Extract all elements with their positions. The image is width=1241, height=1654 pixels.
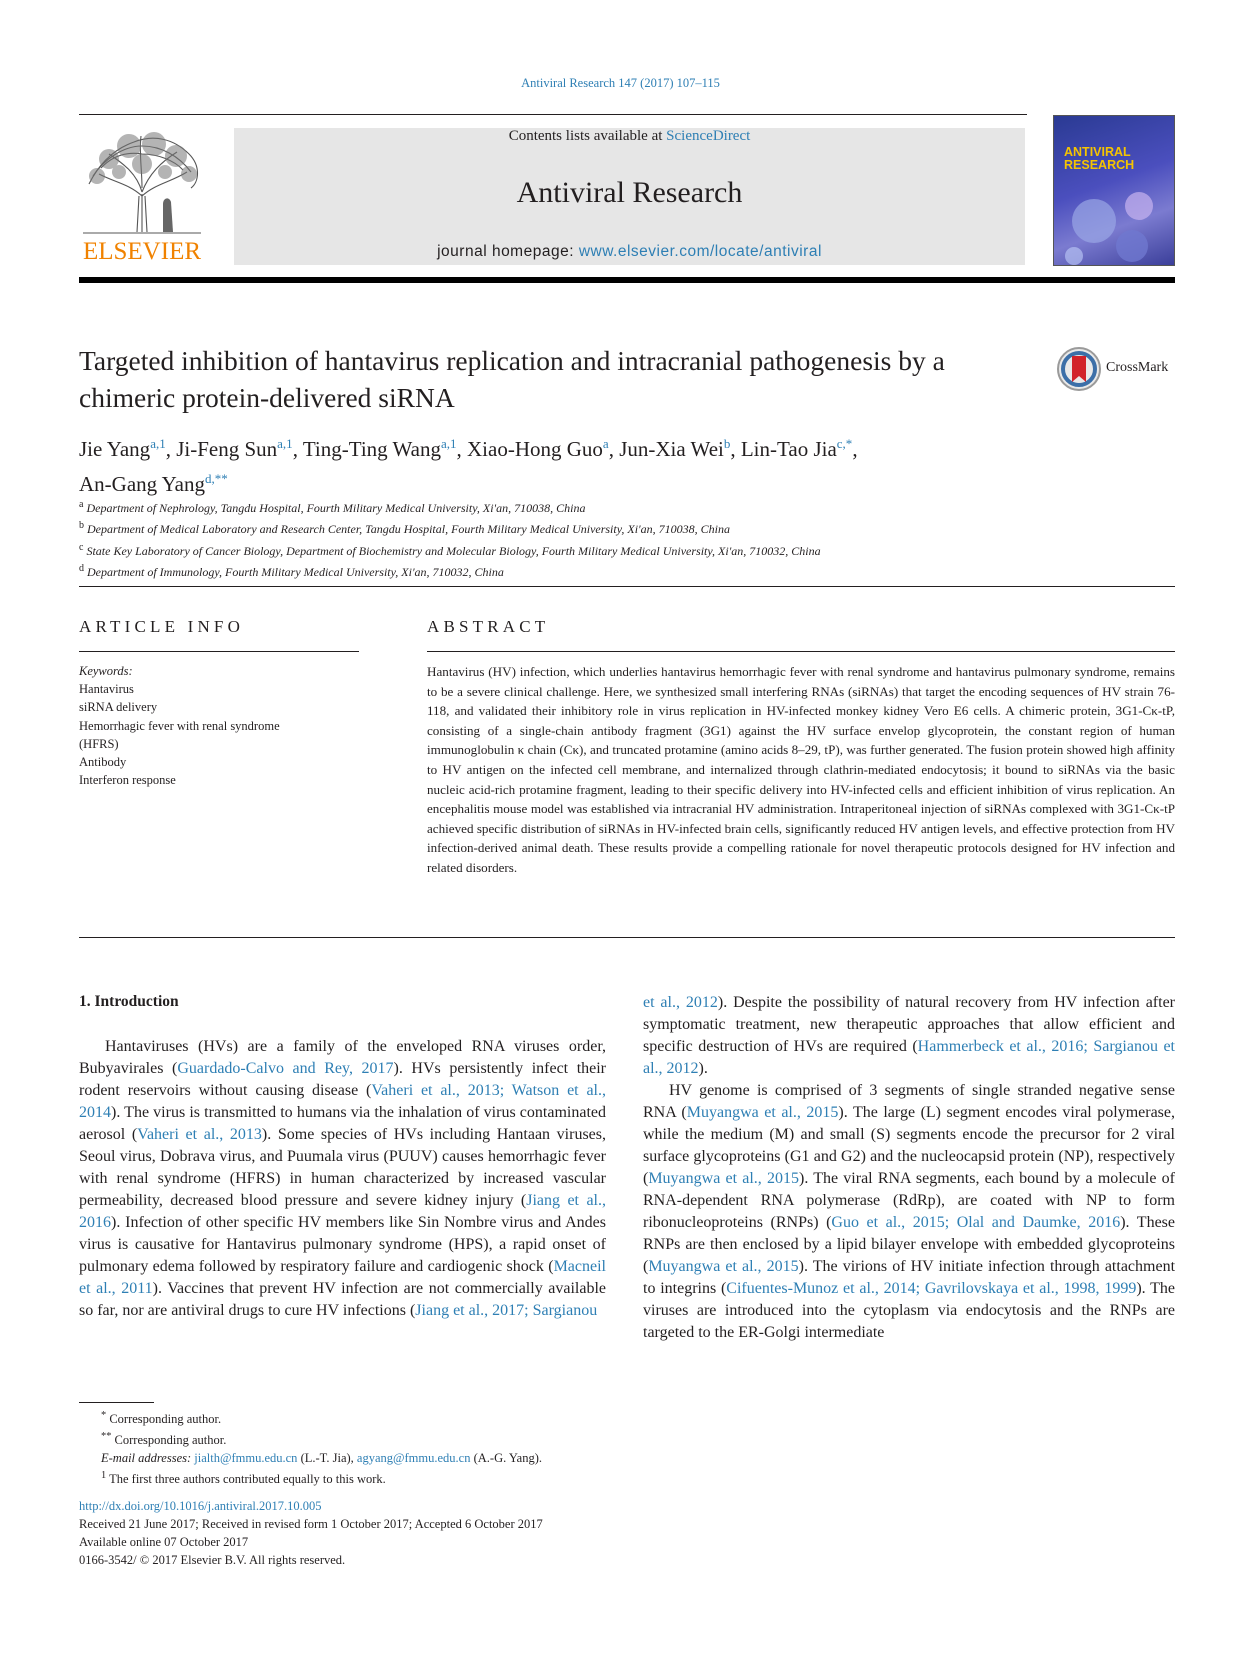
article-history: Received 21 June 2017; Received in revised form 1 October 2017; Accepted 6 October 2017 (79, 1517, 543, 1531)
body-text: ). (698, 1060, 708, 1077)
keyword-item[interactable]: Interferon response (79, 773, 176, 788)
author-name[interactable]: Jie Yang (79, 437, 151, 461)
body-text: ). These RNPs are then enclosed by a lipid bilayer envelope with embedded glycoproteins ( (643, 1214, 1175, 1275)
body-column-right (643, 992, 1175, 1344)
citation-link[interactable]: Jiang et al., 2017; Sargianou (415, 1302, 598, 1319)
keyword-item[interactable]: siRNA delivery (79, 700, 158, 715)
author-name[interactable]: Ting-Ting Wang (302, 437, 441, 461)
body-text: ). Vaccines that prevent HV infection are not commercially available so far, nor are antiviral drugs to cure HV infections ( (79, 1280, 607, 1319)
body-paragraph (643, 1080, 1175, 1344)
citation-link[interactable]: Vaheri et al., 2013 (137, 1126, 262, 1143)
abstract-heading: ABSTRACT (427, 617, 550, 636)
keyword-item[interactable]: (HFRS) (79, 736, 119, 751)
footnote-mark: * (101, 1410, 107, 1421)
footnote-equal-contribution (79, 1467, 779, 1488)
footnote-mark: ** (101, 1431, 112, 1443)
author-name[interactable]: Lin-Tao Jia (740, 437, 837, 461)
contents-prefix: Contents lists available at (508, 128, 667, 144)
header-rule (79, 114, 1027, 115)
body-text: ). The viruses are introduced into the cytoplasm via endocytosis and the RNPs are targeted to the ER-Golgi intermediate (643, 1280, 1176, 1341)
citation-link[interactable]: et al., 2012 (643, 994, 718, 1011)
footnote-text: Corresponding author. (109, 1412, 222, 1427)
author-affiliation-sup[interactable]: b (723, 436, 731, 451)
affiliation-text: State Key Laboratory of Cancer Biology, Department of Biochemistry and Molecular Biology, Fourth Military Medical University, Xi'an, 710032, China (83, 543, 821, 558)
homepage-line (234, 243, 1025, 261)
contents-line (234, 128, 1025, 145)
author-affiliation-sup[interactable]: a,1 (440, 436, 457, 451)
copyright: 0166-3542/ © 2017 Elsevier B.V. All rights reserved. (79, 1553, 346, 1567)
affiliation-key: a (79, 499, 84, 510)
crossmark-label: CrossMark (1106, 360, 1169, 375)
author-affiliation-sup[interactable]: a (602, 436, 609, 451)
keyword-item[interactable]: Hemorrhagic fever with renal syndrome (79, 718, 280, 733)
crossmark-icon (1056, 346, 1102, 392)
author-affiliation-sup[interactable]: a,1 (277, 436, 293, 451)
cover-title (1064, 146, 1134, 172)
body-text: Hantaviruses (HVs) are a family of the enveloped RNA viruses order, Bubyavirales ( (79, 1038, 606, 1077)
body-column-left (79, 1036, 606, 1322)
publication-info (79, 1497, 779, 1569)
tree-icon (79, 124, 205, 236)
virus-illustration-icon (1054, 176, 1174, 266)
cover-title-line: ANTIVIRAL (1064, 145, 1131, 159)
homepage-prefix: journal homepage: (437, 243, 579, 260)
keywords-label: Keywords: (79, 664, 133, 678)
author-name[interactable]: Xiao-Hong Guo (467, 437, 603, 461)
citation-link[interactable]: Vaheri et al., 2013; Watson et al., 2014 (79, 1082, 606, 1121)
body-text: ). Some species of HVs including Hantaan viruses, Seoul virus, Dobrava virus, and Puumala virus (PUUV) causes hemorrhagic fever with renal syndrome (HFRS) in human characterized by increased vascular permeability, decreased blood pressure and severe kidney injury ( (79, 1126, 607, 1209)
email-link-yang[interactable]: agyang@fmmu.edu.cn (356, 1451, 471, 1466)
running-header[interactable]: Antiviral Research 147 (2017) 107–115 (521, 76, 720, 90)
keywords-block (79, 662, 359, 789)
body-text: ). The viral RNA segments, each bound by a molecule of RNA-dependent RNA polymerase (RdRp), are coated with NP to form ribonucleoproteins (RNPs) ( (643, 1170, 1176, 1231)
author-separator: , (852, 437, 858, 461)
author-name[interactable]: Jun-Xia Wei (619, 437, 724, 461)
citation-link[interactable]: Muyangwa et al., 2015 (648, 1258, 799, 1275)
journal-name: Antiviral Research (516, 176, 743, 209)
author-name[interactable]: Ji-Feng Sun (176, 437, 278, 461)
abstract-bottom-rule (79, 937, 1175, 938)
body-paragraph (79, 1036, 606, 1322)
body-text: ). The large (L) segment encodes viral polymerase, while the medium (M) and small (S) segments encode the precursor for 2 viral surface glycoproteins (G1 and G2) and the nucleocapsid protein (NP), respectively ( (643, 1104, 1176, 1187)
footnote-corresponding-2 (79, 1428, 779, 1449)
masthead-rule (79, 277, 1175, 283)
body-text: ). The virions of HV initiate infection through attachment to integrins ( (643, 1258, 1176, 1297)
author-separator: , (292, 437, 303, 461)
affiliation-item (79, 496, 1079, 517)
author-separator: , (608, 437, 620, 461)
cover-title-line: RESEARCH (1064, 158, 1135, 172)
footnote-mark: 1 (101, 1470, 107, 1482)
footnote-text: The first three authors contributed equally to this work. (109, 1472, 386, 1487)
homepage-link[interactable]: www.elsevier.com/locate/antiviral (578, 243, 822, 260)
body-text: HV genome is comprised of 3 segments of single stranded negative sense RNA ( (643, 1082, 1175, 1121)
author-list (79, 429, 1039, 499)
body-text: ). Infection of other specific HV members like Sin Nombre virus and Andes virus is causative for Hantavirus pulmonary syndrome (HPS), a rapid onset of pulmonary edema followed by respiratory failure and cardiogenic shock ( (79, 1214, 606, 1275)
affiliation-text: Department of Nephrology, Tangdu Hospital, Fourth Military Medical University, Xi'an, 710038, China (83, 501, 586, 515)
body-paragraph (643, 992, 1175, 1080)
affiliation-item (79, 517, 1079, 538)
author-affiliation-sup[interactable]: a,1 (150, 436, 166, 451)
citation-link[interactable]: Macneil et al., 2011 (79, 1258, 606, 1297)
journal-cover-image[interactable] (1053, 115, 1175, 266)
affiliation-item (79, 539, 1079, 560)
author-name[interactable]: An-Gang Yang (79, 472, 205, 496)
affiliation-key: c (79, 541, 84, 553)
citation-link[interactable]: Muyangwa et al., 2015 (648, 1170, 799, 1187)
email-owner: (L.-T. Jia), (297, 1451, 357, 1466)
body-text: ). HVs persistently infect their rodent reservoirs without causing disease ( (79, 1060, 607, 1099)
crossmark-badge[interactable] (1056, 346, 1178, 396)
citation-link[interactable]: Guardado-Calvo and Rey, 2017 (177, 1060, 394, 1077)
citation-link[interactable]: Hammerbeck et al., 2016; Sargianou et al., 2012 (643, 1038, 1175, 1077)
email-label: E-mail addresses: (101, 1451, 192, 1466)
introduction-heading: 1. Introduction (79, 993, 179, 1010)
author-separator: , (456, 437, 468, 461)
journal-banner (234, 128, 1025, 265)
affiliation-key: d (79, 562, 84, 574)
citation-link[interactable]: Muyangwa et al., 2015 (686, 1104, 839, 1121)
email-link-jia[interactable]: jialth@fmmu.edu.cn (194, 1451, 298, 1466)
section-rule (79, 586, 1175, 587)
available-online: Available online 07 October 2017 (79, 1535, 249, 1549)
body-text: ). The virus is transmitted to humans via the inhalation of virus contaminated aerosol ( (79, 1104, 606, 1143)
author-separator: , (730, 437, 741, 461)
keyword-item[interactable]: Hantavirus (79, 682, 134, 697)
footnote-text: Corresponding author. (114, 1433, 227, 1448)
footnote-corresponding-1 (79, 1407, 779, 1428)
email-owner: (A.-G. Yang). (470, 1451, 542, 1466)
article-title: Targeted inhibition of hantavirus replication and intracranial pathogenesis by a chimeric protein-delivered siRNA (79, 345, 945, 413)
elsevier-logo[interactable] (79, 124, 205, 266)
elsevier-wordmark: ELSEVIER (82, 238, 202, 265)
abstract-rule (427, 651, 1175, 652)
citation-link[interactable]: Guo et al., 2015; Olal and Daumke, 2016 (831, 1214, 1121, 1231)
author-affiliation-sup[interactable]: c,* (836, 436, 853, 451)
keyword-item[interactable]: Antibody (79, 755, 127, 770)
abstract-text: Hantavirus (HV) infection, which underlies hantavirus hemorrhagic fever with renal syndrome and hantavirus pulmonary syndrome, remains to be a severe clinical challenge. Here, we synthesized small interfering RNAs (siRNAs) that target the encoding sequences of HV strain 76-118, and validated their inhibitory role in virus replication in HV-infected monkey kidney Vero E6 cells. A chimeric protein, 3G1-Cκ-tP, consisting of a single-chain antibody fragment (3G1) against the HV surface envelop glycoprotein, the constant region of human immunoglobulin κ chain (Cκ), and truncated protamine (amino acids 8–29, tP), was further generated. The fusion protein showed high affinity to HV antigen on the infected cell membrane, and internalized through clathrin-mediated endocytosis; it bound to siRNAs via the basic nucleic acid-rich protamine fragment, leading to their specific delivery into HV-infected cells and efficient inhibition of virus replication. An encephalitis mouse model was established via intracranial HV administration. Intraperitoneal injection of siRNAs complexed with 3G1-Cκ-tP achieved specific distribution of siRNAs in HV-infected brain cells, significantly reduced HV antigen levels, and effective protection from HV infection-derived animal death. These results provide a compelling rationale for novel therapeutic protocols designed for HV infection and related disorders. (427, 664, 1175, 875)
footnotes (79, 1407, 779, 1488)
affiliation-text: Department of Immunology, Fourth Military Medical University, Xi'an, 710032, China (84, 564, 504, 579)
affiliations (79, 496, 1079, 581)
author-separator: , (165, 437, 177, 461)
body-text: ). Despite the possibility of natural recovery from HV infection after symptomatic treatment, new therapeutic approaches that allow efficient and specific destruction of HVs are required ( (643, 994, 1176, 1055)
citation-link[interactable]: Jiang et al., 2016 (79, 1192, 606, 1231)
sciencedirect-link[interactable]: ScienceDirect (666, 128, 751, 144)
affiliation-item (79, 560, 1079, 581)
doi-link[interactable]: http://dx.doi.org/10.1016/j.antiviral.2017.10.005 (79, 1499, 322, 1513)
article-info-rule (79, 651, 359, 652)
citation-link[interactable]: Cifuentes-Munoz et al., 2014; Gavrilovskaya et al., 1998, 1999 (726, 1280, 1137, 1297)
footnote-emails (79, 1449, 779, 1467)
author-affiliation-sup[interactable]: d,** (205, 471, 228, 486)
article-info-heading: ARTICLE INFO (79, 617, 245, 636)
affiliation-key: b (79, 520, 84, 532)
footnote-rule (79, 1402, 154, 1403)
affiliation-text: Department of Medical Laboratory and Research Center, Tangdu Hospital, Fourth Military Medical University, Xi'an, 710038, China (84, 522, 730, 537)
